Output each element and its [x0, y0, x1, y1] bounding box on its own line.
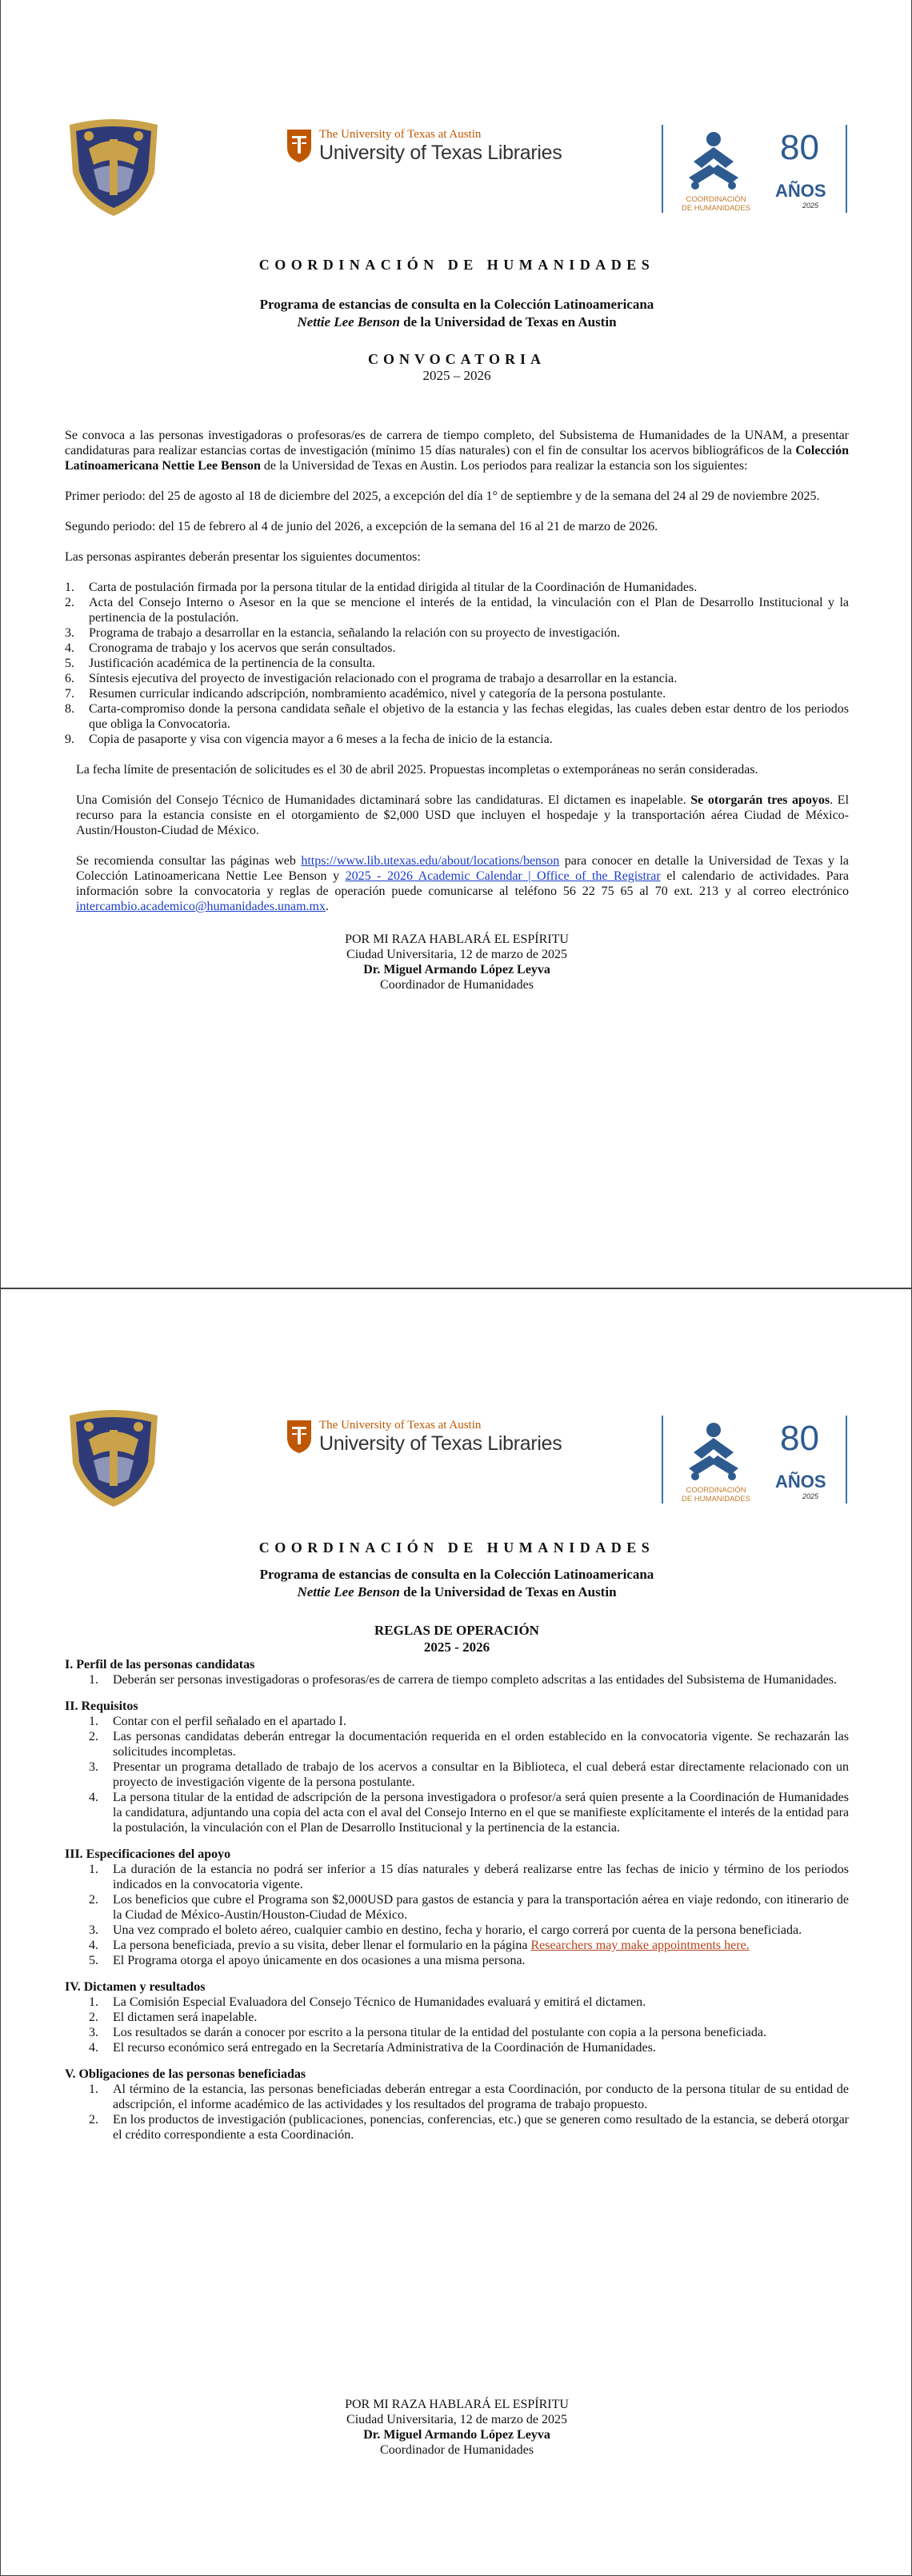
documents-list [65, 580, 849, 747]
item-number: 8. [65, 702, 74, 716]
commission-paragraph [76, 793, 849, 838]
coord-logo-line1: COORDINACIÓN [686, 195, 746, 204]
motto: POR MI RAZA HABLARÁ EL ESPÍRITU [345, 933, 569, 946]
anniversary-year: 2025 [802, 1492, 819, 1500]
deadline-paragraph: La fecha límite de presentación de solicitudes es el 30 de abril 2025. Propuestas incompletas o extemporáneas no serán consideradas. [76, 763, 758, 777]
item-text: Cronograma de trabajo y los acervos que serán consultados. [89, 641, 396, 655]
section-list [65, 1862, 849, 1968]
list-item [89, 1923, 849, 1938]
list-item [89, 2040, 849, 2055]
anniversary-number: 80 [780, 1419, 819, 1458]
ut-name-small: The University of Texas at Austin [319, 1419, 482, 1432]
program-title-line2 [65, 314, 849, 331]
convocatoria-body [65, 428, 849, 992]
section-dictamen [65, 1979, 849, 2055]
item-text: Al término de la estancia, las personas beneficiadas deberán entregar a esta Coordinación, por conducto de la persona titular de su entidad de adscripción, el informe académico de las actividades y los resultados del programa de trabajo propuesto. [113, 2083, 849, 2111]
section-perfil [65, 1657, 849, 1687]
item-text: Justificación académica de la pertinencia de la consulta. [89, 657, 376, 670]
item-text: Acta del Consejo Interno o Asesor en la que se mencione el interés de la entidad, la vinculación con el Plan de Desarrollo Institucional y la pertinencia de la postulación. [89, 596, 849, 625]
program-title [65, 1566, 849, 1601]
ut-shield-icon [286, 1419, 313, 1454]
rules-years: 2025 - 2026 [423, 1639, 490, 1655]
section-title: III. Especificaciones del apoyo [65, 1847, 231, 1861]
intro-text-a: Se convoca a las personas investigadoras o profesoras/es de carrera de tiempo completo, del Subsistema de Humanidades de la UNAM, a presentar candidaturas para realizar estancias cortas de investigación (mínimo 15 días naturales) con el fin de consultar los acervos bibliográficos de la [65, 429, 849, 457]
list-item [89, 2112, 849, 2143]
item-number: 5. [65, 657, 74, 670]
convocatoria-years: 2025 – 2026 [422, 368, 491, 383]
item-number: 3. [89, 2026, 98, 2039]
list-item [89, 1995, 849, 2010]
list-item [89, 1892, 849, 1923]
commission-text-b: . El recurso para la estancia consiste en el otorgamiento de $2,000 USD que incluyen el hospedaje y la transportación aérea Ciudad de México-Austin/Houston-Ciudad de México. [76, 793, 850, 837]
item-number: 1. [89, 1863, 98, 1876]
item-text: La duración de la estancia no podrá ser inferior a 15 días naturales y deberá realizarse entre las fechas de inicio y término de los periodos indicados en la convocatoria vigente. [113, 1863, 849, 1891]
list-item [89, 1759, 849, 1790]
item-text: Los beneficios que cubre el Programa son $2,000USD para gastos de estancia y para la transportación aérea en viaje redondo, con itinerario de la Ciudad de México-Austin/Houston-Ciudad de México. [113, 1893, 849, 1922]
list-item [89, 2082, 849, 2112]
coordinacion-logo-text [671, 1486, 761, 1504]
consult-text-c: el calendario de actividades. Para información sobre la convocatoria y reglas de operación puede comunicarse al teléfono 56 22 75 65 al 70 ext. 213 y al correo electrónico [76, 869, 849, 898]
humanidades-emblem-icon [686, 1420, 742, 1481]
ut-libraries-logo [286, 1419, 562, 1459]
section-list [65, 1714, 849, 1835]
convocatoria-title: CONVOCATORIA [368, 351, 546, 367]
anniversary-label: AÑOS [775, 181, 826, 201]
unam-crest-logo [65, 117, 162, 219]
signature-block [65, 932, 849, 992]
list-item [89, 1790, 849, 1835]
item-text: El recurso económico será entregado en la Secretaría Administrativa de la Coordinación de Humanidades. [113, 2041, 656, 2055]
section-title: IV. Dictamen y resultados [65, 1980, 206, 1994]
list-item [65, 595, 849, 625]
ut-libraries-name: University of Texas Libraries [319, 142, 562, 164]
motto: POR MI RAZA HABLARÁ EL ESPÍRITU [345, 2398, 569, 2411]
org-title-block [65, 1540, 849, 1556]
program-title-collection: Nettie Lee Benson [297, 1584, 400, 1600]
item-number: 5. [89, 1954, 98, 1967]
anniversary-number: 80 [780, 128, 819, 167]
appointments-link[interactable]: Researchers may make appointments here. [530, 1939, 750, 1952]
list-item [65, 641, 849, 656]
item-text: Carta de postulación firmada por la persona titular de la entidad dirigida al titular de la Coordinación de Humanidades. [89, 581, 698, 594]
contact-email-link[interactable]: intercambio.academico@humanidades.unam.mx [76, 900, 326, 913]
unam-crest-logo [65, 1408, 162, 1510]
item-number: 1. [89, 1673, 98, 1687]
item-text: Presentar un programa detallado de trabajo de los acervos a consultar en la Biblioteca, el cual deberá estar directamente relacionado con un proyecto de investigación vigente de la persona postulante. [113, 1760, 849, 1789]
list-item [89, 1729, 849, 1759]
consult-text-b: para conocer en detalle la Universidad de Texas y la Colección Latinoamericana Nettie Lee Benson y [76, 854, 850, 883]
document-page-2 [0, 1288, 912, 2576]
consult-text-a: Se recomienda consultar las páginas web [76, 854, 302, 868]
org-title-block [65, 258, 849, 273]
item-number: 4. [89, 1939, 98, 1952]
page-header [1, 1403, 911, 1515]
item-text: Contar con el perfil señalado en el apartado I. [113, 1715, 346, 1728]
item-text: Síntesis ejecutiva del proyecto de investigación relacionado con el programa de trabajo a desarrollar en la estancia. [89, 672, 678, 685]
anniversary-80-logo [767, 125, 847, 213]
item-number: 1. [65, 581, 74, 594]
coordinacion-humanidades-logo [662, 125, 759, 213]
item-text: El dictamen será inapelable. [113, 2011, 258, 2024]
list-item [65, 686, 849, 701]
item-number: 1. [89, 1995, 98, 2009]
org-title: COORDINACIÓN DE HUMANIDADES [258, 257, 655, 273]
intro-paragraph [65, 428, 849, 473]
consult-text-d: . [325, 900, 329, 913]
signer-role: Coordinador de Humanidades [380, 2443, 534, 2457]
item-text: Una vez comprado el boleto aéreo, cualquier cambio en destino, fecha y horario, el cargo correrá por cuenta de la persona beneficiada. [113, 1923, 802, 1937]
anniversary-label: AÑOS [775, 1472, 826, 1492]
item-number: 1. [89, 1715, 98, 1728]
item-number: 2. [89, 2113, 98, 2127]
list-item [89, 1714, 849, 1729]
program-title-collection: Nettie Lee Benson [297, 314, 400, 329]
program-title-line2 [65, 1584, 849, 1601]
ut-libraries-logo [286, 128, 562, 168]
section-list [65, 2082, 849, 2143]
program-title-university: de la Universidad de Texas en Austin [399, 1584, 617, 1600]
item-text: Programa de trabajo a desarrollar en la estancia, señalando la relación con su proyecto de investigación. [89, 626, 621, 640]
intro-text-b: de la Universidad de Texas en Austin. Los periodos para realizar la estancia son los siguientes: [260, 459, 748, 473]
item-number: 2. [89, 1730, 98, 1743]
ut-libraries-name: University of Texas Libraries [319, 1432, 562, 1455]
place-date: Ciudad Universitaria, 12 de marzo de 2025 [346, 948, 567, 961]
item-number: 9. [65, 733, 74, 746]
list-item [89, 2010, 849, 2025]
period-2: Segundo periodo: del 15 de febrero al 4 de junio del 2026, a excepción de la semana del 16 al 21 de marzo de 2026. [65, 520, 658, 533]
coord-logo-line2: DE HUMANIDADES [681, 204, 751, 213]
section-title: I. Perfil de las personas candidatas [65, 1658, 255, 1671]
item-text: Deberán ser personas investigadoras o profesoras/es de carrera de tiempo completo adscritas a las entidades del Subsistema de Humanidades. [113, 1673, 838, 1687]
anniversary-year: 2025 [802, 202, 819, 210]
documents-intro: Las personas aspirantes deberán presentar los siguientes documentos: [65, 550, 421, 564]
program-title-university: de la Universidad de Texas en Austin [399, 314, 617, 329]
list-item [89, 1672, 849, 1687]
list-item [89, 2025, 849, 2040]
item-text: La Comisión Especial Evaluadora del Consejo Técnico de Humanidades evaluará y emitirá el dictamen. [113, 1995, 646, 2009]
convocatoria-heading [65, 352, 849, 385]
section-list [65, 1672, 849, 1687]
item-number: 3. [89, 1760, 98, 1774]
rules-heading [65, 1622, 849, 1655]
page-header [1, 112, 911, 224]
list-item [65, 656, 849, 671]
org-title: COORDINACIÓN DE HUMANIDADES [258, 1540, 655, 1556]
list-item [89, 1953, 849, 1968]
ut-shield-icon [286, 128, 313, 163]
coordinacion-logo-text [671, 195, 761, 213]
item-number: 4. [89, 1791, 98, 1804]
item-number: 1. [89, 2083, 98, 2096]
item-text: Copia de pasaporte y visa con vigencia mayor a 6 meses a la fecha de inicio de la estancia. [89, 733, 553, 746]
academic-calendar-link[interactable]: 2025 - 2026 Academic Calendar | Office of the Registrar [345, 869, 661, 883]
humanidades-emblem-icon [686, 130, 742, 190]
program-title-line1: Programa de estancias de consulta en la Colección Latinoamericana [259, 1567, 654, 1582]
section-title: II. Requisitos [65, 1699, 138, 1713]
item-text: La persona beneficiada, previo a su visita, deber llenar el formulario en la página [113, 1939, 531, 1952]
program-title-line1: Programa de estancias de consulta en la Colección Latinoamericana [259, 297, 654, 312]
list-item [65, 625, 849, 641]
commission-text-a: Una Comisión del Consejo Técnico de Humanidades dictaminará sobre las candidaturas. El dictamen es inapelable. [76, 793, 691, 807]
item-number: 4. [65, 641, 74, 655]
item-number: 2. [65, 596, 74, 609]
consult-paragraph [76, 853, 849, 914]
section-title: V. Obligaciones de las personas beneficiadas [65, 2067, 306, 2081]
list-item [65, 580, 849, 595]
item-number: 6. [65, 672, 74, 685]
section-requisitos [65, 1699, 849, 1835]
list-item [65, 701, 849, 732]
program-title [65, 296, 849, 331]
list-item [89, 1938, 849, 1953]
section-obligaciones [65, 2067, 849, 2143]
ut-name-small: The University of Texas at Austin [319, 128, 482, 141]
item-number: 2. [89, 2011, 98, 2024]
item-text: Las personas candidatas deberán entregar la documentación requerida en el orden establecido en la convocatoria vigente. Se rechazarán las solicitudes incompletas. [113, 1730, 849, 1759]
item-text: Carta-compromiso donde la persona candidata señale el objetivo de la estancia y las fechas elegidas, las cuales deben estar dentro de los periodos que obliga la Convocatoria. [89, 702, 849, 731]
coord-logo-line2: DE HUMANIDADES [681, 1495, 751, 1504]
section-especificaciones [65, 1847, 849, 1968]
intro-collection-name: Colección Latinoamericana Nettie Lee Benson [65, 444, 849, 473]
section-list [65, 1995, 849, 2055]
benson-link[interactable]: https://www.lib.utexas.edu/about/locations/benson [301, 854, 560, 868]
item-number: 3. [65, 626, 74, 640]
signature-block [65, 2397, 849, 2458]
place-date: Ciudad Universitaria, 12 de marzo de 2025 [346, 2413, 567, 2426]
coordinacion-humanidades-logo [662, 1416, 759, 1504]
list-item [65, 732, 849, 747]
list-item [65, 671, 849, 686]
item-text: Los resultados se darán a conocer por escrito a la persona titular de la entidad del postulante con copia a la persona beneficiada. [113, 2026, 766, 2039]
period-1: Primer periodo: del 25 de agosto al 18 de diciembre del 2025, a excepción del día 1° de septiembre y de la semana del 24 al 29 de noviembre 2025. [65, 489, 820, 503]
item-text: La persona titular de la entidad de adscripción de la persona investigadora o profesor/a será quien presente a la Coordinación de Humanidades la candidatura, adjuntando una copia del acta con el aval del Consejo Interno en el que se manifieste explícitamente el interés de la entidad para la postulación, la vinculación con el Plan de Desarrollo Institucional y la pertinencia de la estancia. [113, 1791, 849, 1835]
item-number: 7. [65, 687, 74, 701]
item-text: Resumen curricular indicando adscripción, nombramiento académico, nivel y categoría de la persona postulante. [89, 687, 666, 701]
commission-awards: Se otorgarán tres apoyos [690, 793, 830, 807]
rules-body [65, 1657, 849, 2143]
signer-role: Coordinador de Humanidades [380, 978, 534, 992]
coord-logo-line1: COORDINACIÓN [686, 1486, 746, 1495]
item-number: 3. [89, 1923, 98, 1937]
item-number: 2. [89, 1893, 98, 1907]
item-number: 4. [89, 2041, 98, 2055]
signer-name: Dr. Miguel Armando López Leyva [363, 963, 550, 976]
item-text: En los productos de investigación (publicaciones, ponencias, conferencias, etc.) que se generen como resultado de la estancia, se deberá otorgar el crédito correspondiente a esta Coordinación. [113, 2113, 849, 2142]
list-item [89, 1862, 849, 1892]
signer-name: Dr. Miguel Armando López Leyva [363, 2428, 550, 2442]
item-text: El Programa otorga el apoyo únicamente en dos ocasiones a una misma persona. [113, 1954, 526, 1967]
anniversary-80-logo [767, 1416, 847, 1504]
rules-title: REGLAS DE OPERACIÓN [374, 1623, 539, 1638]
